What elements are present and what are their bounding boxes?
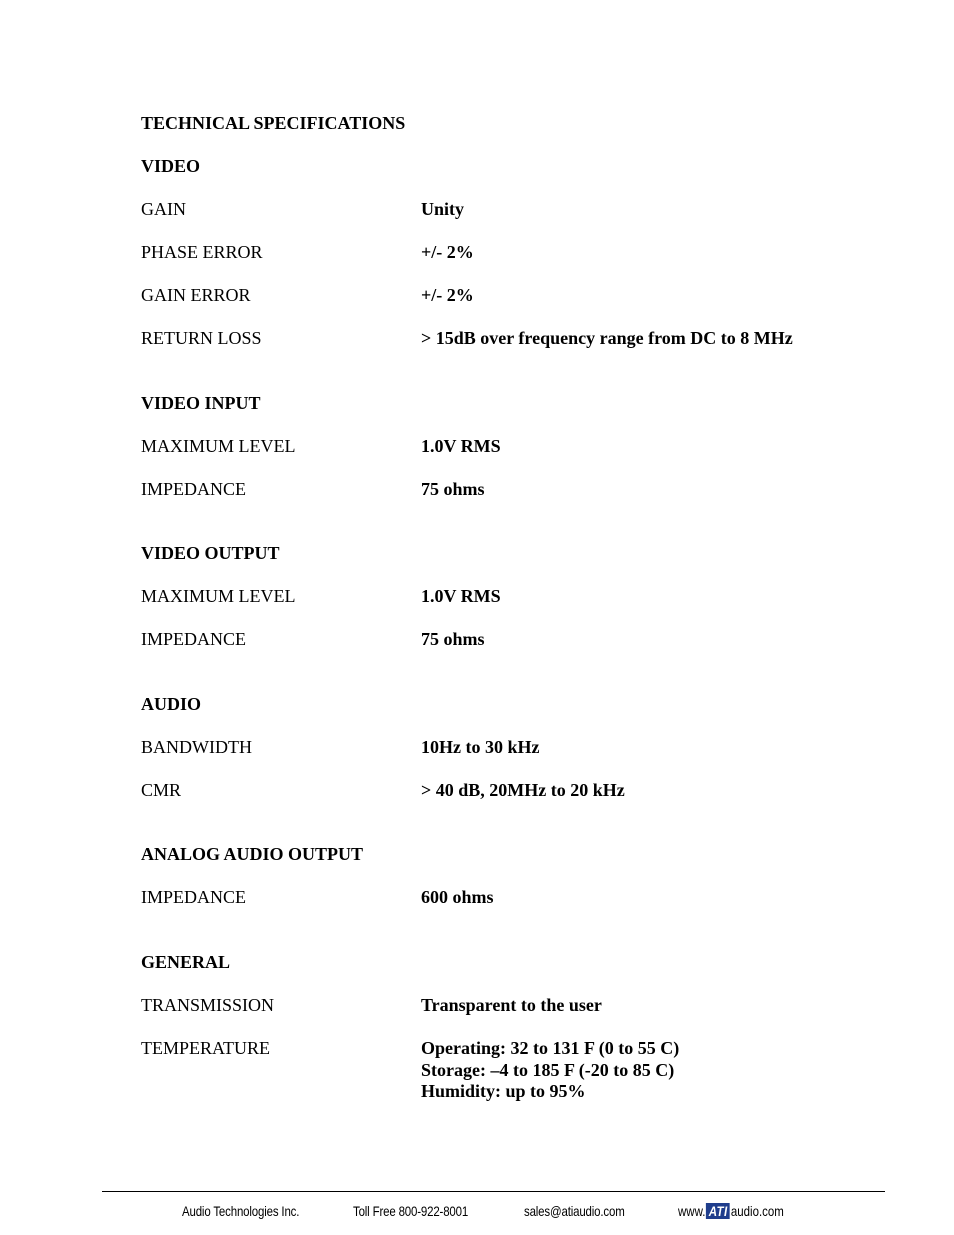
footer-phone: Toll Free 800-922-8001 (353, 1203, 469, 1219)
page-title: TECHNICAL SPECIFICATIONS (141, 113, 406, 133)
spec-label-gain-error: GAIN ERROR (141, 285, 251, 305)
ati-logo-icon: ATI (706, 1203, 730, 1219)
spec-value-temperature-humidity: Humidity: up to 95% (421, 1081, 586, 1101)
spec-value-bandwidth: 10Hz to 30 kHz (421, 737, 540, 757)
spec-label-output-impedance: IMPEDANCE (141, 629, 247, 649)
footer-email[interactable]: sales@atiaudio.com (524, 1203, 625, 1219)
spec-value-output-impedance: 75 ohms (421, 629, 485, 649)
spec-label-transmission: TRANSMISSION (141, 995, 275, 1015)
section-heading-video-input: VIDEO INPUT (141, 393, 261, 413)
spec-value-input-impedance: 75 ohms (421, 479, 485, 499)
spec-label-bandwidth: BANDWIDTH (141, 737, 252, 757)
spec-value-phase-error: +/- 2% (421, 242, 474, 262)
section-heading-video-output: VIDEO OUTPUT (141, 543, 280, 563)
section-heading-analog-audio-output: ANALOG AUDIO OUTPUT (141, 844, 364, 864)
section-heading-general: GENERAL (141, 952, 231, 972)
spec-label-phase-error: PHASE ERROR (141, 242, 263, 262)
footer-website-suffix: audio.com (730, 1203, 784, 1219)
footer-divider (102, 1191, 885, 1192)
spec-value-gain-error: +/- 2% (421, 285, 474, 305)
section-heading-audio: AUDIO (141, 694, 202, 714)
spec-label-temperature: TEMPERATURE (141, 1038, 271, 1058)
spec-value-return-loss: > 15dB over frequency range from DC to 8 MHz (421, 328, 793, 348)
spec-label-input-max-level: MAXIMUM LEVEL (141, 436, 296, 456)
spec-value-temperature-storage: Storage: –4 to 185 F (-20 to 85 C) (421, 1060, 675, 1080)
spec-value-gain: Unity (421, 199, 465, 219)
spec-label-input-impedance: IMPEDANCE (141, 479, 247, 499)
spec-label-audio-impedance: IMPEDANCE (141, 887, 247, 907)
spec-value-input-max-level: 1.0V RMS (421, 436, 501, 456)
spec-value-cmr: > 40 dB, 20MHz to 20 kHz (421, 780, 625, 800)
footer-company: Audio Technologies Inc. (182, 1203, 300, 1219)
spec-value-audio-impedance: 600 ohms (421, 887, 494, 907)
spec-value-temperature-operating: Operating: 32 to 131 F (0 to 55 C) (421, 1038, 680, 1058)
footer-website-prefix: www. (678, 1203, 706, 1219)
spec-value-transmission: Transparent to the user (421, 995, 602, 1015)
spec-label-gain: GAIN (141, 199, 186, 219)
section-heading-video: VIDEO (141, 156, 201, 176)
spec-label-cmr: CMR (141, 780, 182, 800)
spec-label-return-loss: RETURN LOSS (141, 328, 262, 348)
spec-value-output-max-level: 1.0V RMS (421, 586, 501, 606)
spec-label-output-max-level: MAXIMUM LEVEL (141, 586, 296, 606)
footer-website[interactable] (678, 1201, 784, 1221)
